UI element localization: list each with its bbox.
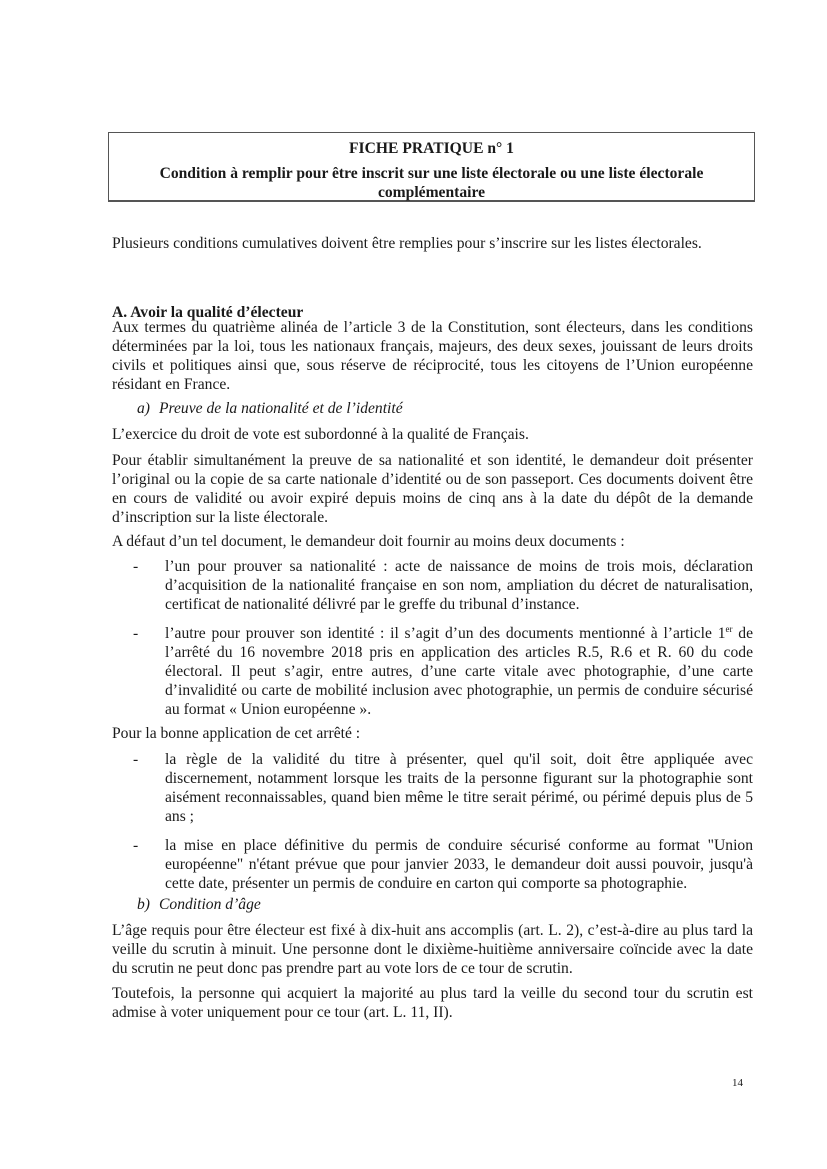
paragraph-age: L’âge requis pour être électeur est fixé à dix-huit ans accomplis (art. L. 2), c’est-à-dire au plus tard la veille du scrutin à minuit. Une personne dont le dixième-huitième anniversaire coïncide avec la date du scrutin ne peut donc pas prendre part au vote lors de ce tour de scrutin. (112, 922, 753, 977)
list-item-text: l’un pour prouver sa nationalité : acte de naissance de moins de trois mois, déclaration d’acquisition de la nationalité française en son nom, ampliation du décret de naturalisation, certificat de nationalité délivré par le greffe du tribunal d’instance. (165, 558, 753, 613)
list-dash: - (133, 837, 139, 854)
subsection-b-title: Condition d’âge (159, 896, 261, 913)
list-text-part: l’autre pour prouver son identité : il s’agit d’un des documents mentionné à l’article 1 (165, 625, 726, 642)
page-number: 14 (732, 1077, 743, 1089)
list-item (133, 557, 753, 614)
subsection-a-heading (137, 399, 403, 418)
subsection-b-heading (137, 895, 261, 914)
intro-paragraph: Plusieurs conditions cumulatives doivent être remplies pour s’inscrire sur les listes électorales. (112, 235, 702, 252)
superscript: er (725, 623, 733, 634)
list-dash: - (133, 558, 139, 575)
list-item-text (165, 624, 753, 719)
list-dash: - (133, 625, 139, 642)
section-a-heading: A. Avoir la qualité d’électeur (112, 304, 304, 321)
paragraph-bonne-application: Pour la bonne application de cet arrêté : (112, 725, 361, 742)
fiche-title: FICHE PRATIQUE n° 1 (349, 140, 514, 157)
list-item-text: la mise en place définitive du permis de conduire sécurisé conforme au format "Union européenne" n'étant prévue que pour janvier 2033, le demandeur doit aussi pouvoir, jusqu'à cette date, présenter un permis de conduire en carton qui comporte sa photographie. (165, 837, 753, 892)
fiche-header-box (108, 132, 755, 202)
paragraph-toutefois: Toutefois, la personne qui acquiert la majorité au plus tard la veille du second tour du scrutin est admise à voter uniquement pour ce tour (art. L. 11, II). (112, 985, 753, 1021)
section-a-paragraph: Aux termes du quatrième alinéa de l’article 3 de la Constitution, sont électeurs, dans les conditions déterminées par la loi, tous les nationaux français, majeurs, des deux sexes, jouissant de leurs droits civils et politiques ainsi que, sous réserve de réciprocité, tous les citoyens de l’Union européenne résidant en France. (112, 319, 753, 393)
paragraph-exercice: L’exercice du droit de vote est subordonné à la qualité de Français. (112, 426, 529, 443)
subsection-a-marker: a) (137, 400, 150, 417)
list-text-part: de l’arrêté du 16 novembre 2018 pris en application des articles R.5, R.6 et R. 60 du code électoral. Il peut s’agir, entre autres, d’une carte vitale avec photographie, d’une carte d’invalidité ou carte de mobilité inclusion avec photographie, un permis de conduire sécurisé au format « Union européenne ». (165, 625, 753, 718)
list-item (133, 750, 753, 826)
list-dash: - (133, 751, 139, 768)
subsection-b-marker: b) (137, 896, 150, 913)
paragraph-a-defaut: A défaut d’un tel document, le demandeur doit fournir au moins deux documents : (112, 533, 625, 550)
list-item (133, 624, 753, 719)
paragraph-preuve: Pour établir simultanément la preuve de sa nationalité et son identité, le demandeur doit présenter l’original ou la copie de sa carte nationale d’identité ou de son passeport. Ces documents doivent être en cours de validité ou avoir expiré depuis moins de cinq ans à la date du dépôt de la demande d’inscription sur la liste électorale. (112, 452, 753, 526)
list-item-text: la règle de la validité du titre à présenter, quel qu'il soit, doit être appliquée avec discernement, notamment lorsque les traits de la personne figurant sur la photographie sont aisément reconnaissables, quand bien même le titre serait périmé, ou périmé depuis plus de 5 ans ; (165, 751, 753, 825)
list-item (133, 836, 753, 893)
fiche-subtitle: Condition à remplir pour être inscrit sur une liste électorale ou une liste électorale complémentaire (159, 165, 704, 201)
subsection-a-title: Preuve de la nationalité et de l’identité (159, 400, 403, 417)
